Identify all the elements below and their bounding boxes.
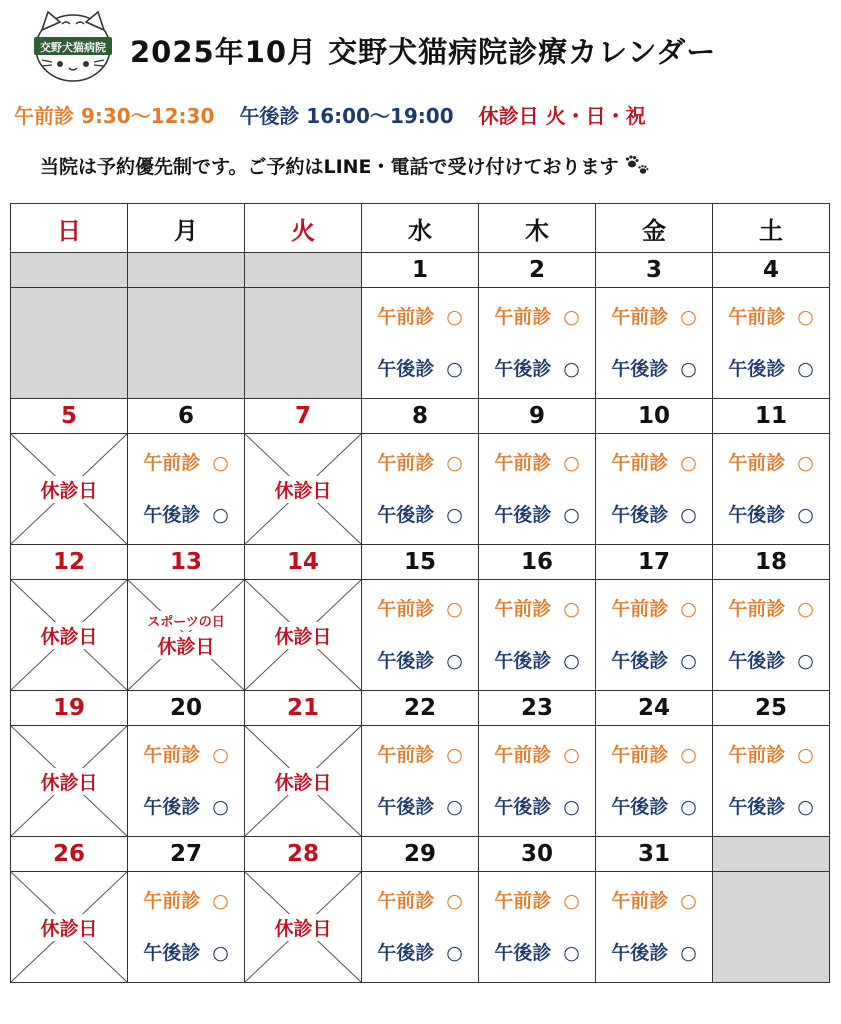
closed-label: 休診日 <box>156 632 215 659</box>
open-day-cell <box>479 434 596 545</box>
open-day-cell <box>713 434 830 545</box>
pm-label: 午後診 <box>611 649 669 672</box>
closed-day-cell <box>245 726 362 837</box>
am-label: 午前診 <box>611 451 669 474</box>
pm-label: 午後診 <box>377 795 435 818</box>
cat-dog-logo-icon <box>30 8 116 84</box>
open-circle-icon: ○ <box>446 649 463 672</box>
empty-date-cell <box>128 253 245 288</box>
closed-label-group <box>11 476 127 503</box>
empty-schedule-cell <box>713 872 830 983</box>
am-slot <box>479 451 595 474</box>
date-number: 2 <box>479 253 596 288</box>
am-slot <box>713 743 829 766</box>
open-circle-icon: ○ <box>446 503 463 526</box>
am-label: 午前診 <box>494 597 552 620</box>
date-number: 12 <box>11 545 128 580</box>
pm-label: 午後診 <box>143 795 201 818</box>
am-label: 午前診 <box>143 451 201 474</box>
date-number: 16 <box>479 545 596 580</box>
open-circle-icon: ○ <box>446 597 463 620</box>
pm-slot <box>596 503 712 526</box>
closed-label: 休診日 <box>273 768 332 795</box>
date-number: 6 <box>128 399 245 434</box>
open-circle-icon: ○ <box>563 451 580 474</box>
open-day-cell <box>713 288 830 399</box>
am-slot <box>479 889 595 912</box>
pm-slot <box>479 649 595 672</box>
pm-slot <box>362 795 478 818</box>
pm-slot <box>479 357 595 380</box>
pm-slot <box>128 503 244 526</box>
am-slot <box>713 305 829 328</box>
open-circle-icon: ○ <box>797 503 814 526</box>
am-slot <box>596 889 712 912</box>
pm-label: 午後診 <box>377 503 435 526</box>
paw-print-icon <box>623 154 649 176</box>
open-circle-icon: ○ <box>212 451 229 474</box>
date-number: 31 <box>596 837 713 872</box>
open-day-cell <box>596 288 713 399</box>
open-circle-icon: ○ <box>680 649 697 672</box>
date-number-row <box>11 253 830 288</box>
open-day-cell <box>596 434 713 545</box>
closed-label-group <box>245 914 361 941</box>
closed-label: 休診日 <box>273 622 332 649</box>
closed-label-group <box>245 622 361 649</box>
date-number: 24 <box>596 691 713 726</box>
am-label: 午前診 <box>728 305 786 328</box>
pm-slot <box>596 941 712 964</box>
pm-slot <box>128 795 244 818</box>
closed-days: 休診日 火・日・祝 <box>478 104 646 128</box>
pm-slot <box>362 649 478 672</box>
am-label: 午前診 <box>611 743 669 766</box>
reservation-notice <box>40 152 649 179</box>
open-day-cell <box>128 726 245 837</box>
am-label: 午前診 <box>377 743 435 766</box>
open-circle-icon: ○ <box>680 503 697 526</box>
am-label: 午前診 <box>611 305 669 328</box>
date-number: 27 <box>128 837 245 872</box>
closed-day-cell <box>245 580 362 691</box>
pm-label: 午後診 <box>611 941 669 964</box>
date-number: 3 <box>596 253 713 288</box>
open-circle-icon: ○ <box>680 889 697 912</box>
pm-label: 午後診 <box>377 649 435 672</box>
date-number: 15 <box>362 545 479 580</box>
pm-label: 午後診 <box>728 795 786 818</box>
date-number: 18 <box>713 545 830 580</box>
open-circle-icon: ○ <box>212 743 229 766</box>
closed-label: 休診日 <box>39 476 98 503</box>
date-number: 28 <box>245 837 362 872</box>
open-day-cell <box>479 726 596 837</box>
am-slot <box>596 451 712 474</box>
empty-date-cell <box>713 837 830 872</box>
am-label: 午前診 <box>143 743 201 766</box>
pm-label: 午後診 <box>728 649 786 672</box>
date-number-row <box>11 691 830 726</box>
date-number: 8 <box>362 399 479 434</box>
pm-label: 午後診 <box>611 357 669 380</box>
closed-label: 休診日 <box>39 768 98 795</box>
am-label: 午前診 <box>728 743 786 766</box>
date-number: 13 <box>128 545 245 580</box>
pm-label: 午後診 <box>494 941 552 964</box>
open-circle-icon: ○ <box>446 305 463 328</box>
date-number-row <box>11 545 830 580</box>
pm-slot <box>479 795 595 818</box>
date-number: 23 <box>479 691 596 726</box>
pm-label: 午後診 <box>143 503 201 526</box>
pm-slot <box>713 357 829 380</box>
am-slot <box>362 889 478 912</box>
date-number: 1 <box>362 253 479 288</box>
empty-schedule-cell <box>11 288 128 399</box>
schedule-row <box>11 726 830 837</box>
closed-day-cell <box>11 726 128 837</box>
empty-date-cell <box>11 253 128 288</box>
open-circle-icon: ○ <box>446 941 463 964</box>
open-day-cell <box>596 872 713 983</box>
pm-label: 午後診 <box>728 357 786 380</box>
pm-hours: 午後診 16:00～19:00 <box>239 104 454 128</box>
closed-day-cell <box>11 872 128 983</box>
open-day-cell <box>596 726 713 837</box>
holiday-name: スポーツの日 <box>146 611 225 630</box>
open-circle-icon: ○ <box>797 357 814 380</box>
open-circle-icon: ○ <box>446 795 463 818</box>
closed-label-group <box>11 622 127 649</box>
date-number: 4 <box>713 253 830 288</box>
open-circle-icon: ○ <box>680 357 697 380</box>
open-circle-icon: ○ <box>212 503 229 526</box>
pm-slot <box>713 795 829 818</box>
schedule-row <box>11 434 830 545</box>
pm-slot <box>479 503 595 526</box>
am-label: 午前診 <box>728 597 786 620</box>
open-day-cell <box>479 872 596 983</box>
weekday-header-row <box>11 204 830 253</box>
closed-label-group <box>11 914 127 941</box>
open-circle-icon: ○ <box>563 941 580 964</box>
am-slot <box>713 597 829 620</box>
closed-label: 休診日 <box>39 622 98 649</box>
open-circle-icon: ○ <box>563 503 580 526</box>
pm-label: 午後診 <box>494 357 552 380</box>
am-slot <box>362 743 478 766</box>
pm-label: 午後診 <box>143 941 201 964</box>
date-number: 11 <box>713 399 830 434</box>
am-label: 午前診 <box>494 305 552 328</box>
am-label: 午前診 <box>377 889 435 912</box>
am-slot <box>362 451 478 474</box>
closed-label-group <box>128 611 244 659</box>
pm-label: 午後診 <box>494 649 552 672</box>
open-circle-icon: ○ <box>563 597 580 620</box>
am-hours: 午前診 9:30～12:30 <box>14 104 215 128</box>
pm-slot <box>713 503 829 526</box>
open-circle-icon: ○ <box>446 743 463 766</box>
open-circle-icon: ○ <box>563 795 580 818</box>
open-circle-icon: ○ <box>563 357 580 380</box>
closed-label: 休診日 <box>273 476 332 503</box>
pm-label: 午後診 <box>611 795 669 818</box>
open-circle-icon: ○ <box>797 795 814 818</box>
page-title: 2025年10月 交野犬猫病院診療カレンダー <box>130 35 717 69</box>
am-label: 午前診 <box>494 743 552 766</box>
am-label: 午前診 <box>611 597 669 620</box>
pm-slot <box>362 503 478 526</box>
am-label: 午前診 <box>494 451 552 474</box>
closed-day-cell <box>245 872 362 983</box>
closed-label: 休診日 <box>39 914 98 941</box>
weekday-header: 土 <box>713 204 830 253</box>
date-number: 21 <box>245 691 362 726</box>
open-circle-icon: ○ <box>680 941 697 964</box>
pm-label: 午後診 <box>494 503 552 526</box>
open-circle-icon: ○ <box>563 305 580 328</box>
open-circle-icon: ○ <box>446 889 463 912</box>
am-slot <box>479 305 595 328</box>
pm-slot <box>362 357 478 380</box>
date-number: 9 <box>479 399 596 434</box>
empty-schedule-cell <box>128 288 245 399</box>
closed-label-group <box>245 768 361 795</box>
pm-label: 午後診 <box>377 941 435 964</box>
am-slot <box>128 451 244 474</box>
pm-slot <box>713 649 829 672</box>
closed-label: 休診日 <box>273 914 332 941</box>
open-day-cell <box>713 580 830 691</box>
open-day-cell <box>128 434 245 545</box>
hours-bar <box>14 100 664 129</box>
am-slot <box>596 743 712 766</box>
open-day-cell <box>128 872 245 983</box>
date-number: 26 <box>11 837 128 872</box>
open-circle-icon: ○ <box>797 597 814 620</box>
open-circle-icon: ○ <box>563 889 580 912</box>
am-label: 午前診 <box>143 889 201 912</box>
date-number: 25 <box>713 691 830 726</box>
weekday-header: 木 <box>479 204 596 253</box>
empty-date-cell <box>245 253 362 288</box>
date-number: 30 <box>479 837 596 872</box>
schedule-row <box>11 580 830 691</box>
am-slot <box>479 743 595 766</box>
am-slot <box>596 597 712 620</box>
date-number-row <box>11 837 830 872</box>
pm-slot <box>596 649 712 672</box>
open-day-cell <box>362 580 479 691</box>
open-circle-icon: ○ <box>797 305 814 328</box>
am-slot <box>596 305 712 328</box>
date-number-row <box>11 399 830 434</box>
open-circle-icon: ○ <box>680 305 697 328</box>
date-number: 7 <box>245 399 362 434</box>
date-number: 17 <box>596 545 713 580</box>
pm-label: 午後診 <box>728 503 786 526</box>
am-label: 午前診 <box>728 451 786 474</box>
calendar-table <box>10 203 830 983</box>
pm-label: 午後診 <box>494 795 552 818</box>
date-number: 5 <box>11 399 128 434</box>
open-circle-icon: ○ <box>680 743 697 766</box>
logo-text: 交野犬猫病院 <box>40 41 106 54</box>
empty-schedule-cell <box>245 288 362 399</box>
open-day-cell <box>479 288 596 399</box>
closed-day-cell <box>11 434 128 545</box>
open-circle-icon: ○ <box>212 889 229 912</box>
weekday-header: 月 <box>128 204 245 253</box>
pm-slot <box>596 357 712 380</box>
pm-slot <box>362 941 478 964</box>
weekday-header: 火 <box>245 204 362 253</box>
closed-day-cell <box>128 580 245 691</box>
closed-day-cell <box>245 434 362 545</box>
pm-slot <box>128 941 244 964</box>
date-number: 19 <box>11 691 128 726</box>
date-number: 14 <box>245 545 362 580</box>
date-number: 29 <box>362 837 479 872</box>
am-label: 午前診 <box>611 889 669 912</box>
open-circle-icon: ○ <box>680 451 697 474</box>
open-day-cell <box>362 726 479 837</box>
open-circle-icon: ○ <box>797 743 814 766</box>
am-slot <box>128 743 244 766</box>
am-slot <box>713 451 829 474</box>
pm-label: 午後診 <box>377 357 435 380</box>
schedule-row <box>11 288 830 399</box>
date-number: 20 <box>128 691 245 726</box>
open-day-cell <box>362 288 479 399</box>
am-slot <box>362 305 478 328</box>
am-label: 午前診 <box>377 305 435 328</box>
schedule-row <box>11 872 830 983</box>
am-slot <box>362 597 478 620</box>
open-day-cell <box>596 580 713 691</box>
open-circle-icon: ○ <box>680 597 697 620</box>
open-circle-icon: ○ <box>797 649 814 672</box>
open-circle-icon: ○ <box>563 649 580 672</box>
open-circle-icon: ○ <box>797 451 814 474</box>
am-slot <box>479 597 595 620</box>
closed-label-group <box>11 768 127 795</box>
pm-slot <box>479 941 595 964</box>
open-day-cell <box>479 580 596 691</box>
open-circle-icon: ○ <box>446 451 463 474</box>
closed-label-group <box>245 476 361 503</box>
open-day-cell <box>713 726 830 837</box>
open-circle-icon: ○ <box>212 795 229 818</box>
weekday-header: 水 <box>362 204 479 253</box>
pm-label: 午後診 <box>611 503 669 526</box>
am-slot <box>128 889 244 912</box>
date-number: 22 <box>362 691 479 726</box>
pm-slot <box>596 795 712 818</box>
open-circle-icon: ○ <box>563 743 580 766</box>
weekday-header: 日 <box>11 204 128 253</box>
open-circle-icon: ○ <box>680 795 697 818</box>
am-label: 午前診 <box>494 889 552 912</box>
date-number: 10 <box>596 399 713 434</box>
open-circle-icon: ○ <box>446 357 463 380</box>
am-label: 午前診 <box>377 451 435 474</box>
notice-text: 当院は予約優先制です。ご予約はLINE・電話で受け付けております <box>40 156 619 178</box>
open-circle-icon: ○ <box>212 941 229 964</box>
closed-day-cell <box>11 580 128 691</box>
open-day-cell <box>362 872 479 983</box>
open-day-cell <box>362 434 479 545</box>
weekday-header: 金 <box>596 204 713 253</box>
am-label: 午前診 <box>377 597 435 620</box>
